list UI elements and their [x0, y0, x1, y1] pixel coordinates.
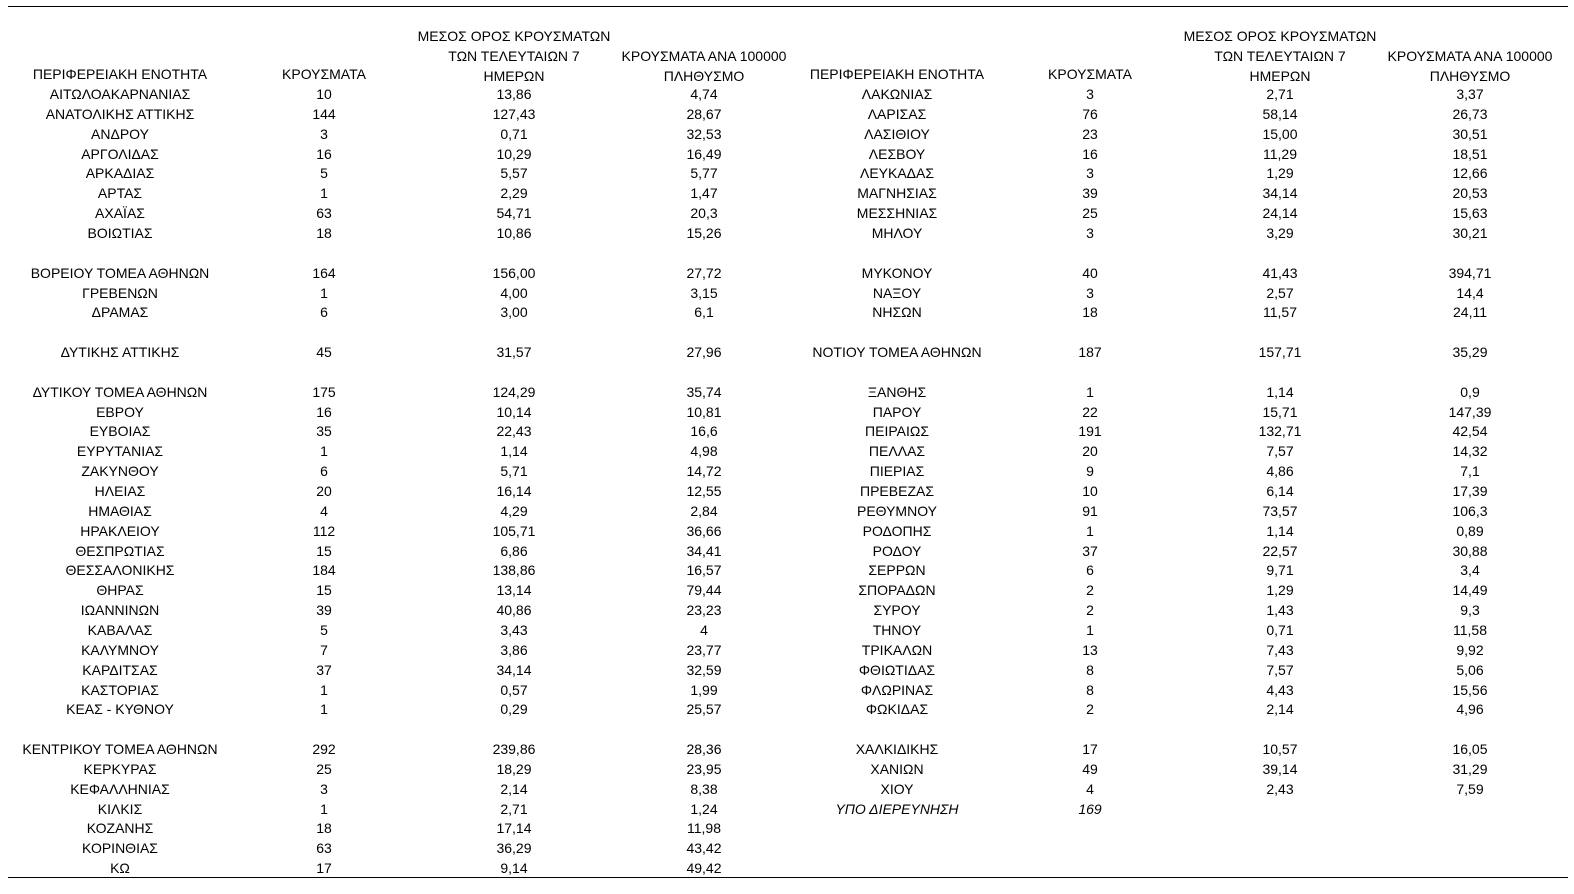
left-cases-cell: 1: [320, 801, 328, 817]
right-region-cell: ΧΙΟΥ: [880, 781, 914, 797]
right-avg-cell: 157,71: [1258, 344, 1302, 360]
right-cases-cell: 8: [1086, 682, 1094, 698]
right-region-cell: ΞΑΝΘΗΣ: [867, 384, 927, 400]
right-per-cell: 42,54: [1452, 423, 1488, 439]
left-cases-cell: 37: [316, 662, 332, 678]
left-per-cell: 20,3: [690, 205, 718, 221]
right-region-cell: ΠΕΙΡΑΙΩΣ: [865, 423, 929, 439]
right-avg-cell: 10,57: [1262, 741, 1298, 757]
left-region-cell: ΒΟΡΕΙΟΥ ΤΟΜΕΑ ΑΘΗΝΩΝ: [30, 265, 210, 281]
header-avg-right: ΜΕΣΟΣ ΟΡΟΣ ΚΡΟΥΣΜΑΤΩΝ ΤΩΝ ΤΕΛΕΥΤΑΙΩΝ 7 ΗΜΕΡΩΝ: [1183, 28, 1377, 84]
right-region-cell: ΜΑΓΝΗΣΙΑΣ: [857, 185, 937, 201]
left-avg-cell: 3,43: [500, 622, 528, 638]
left-avg-cell: 105,71: [492, 523, 536, 539]
left-avg-cell: 0,29: [500, 701, 528, 717]
left-region-cell: ΖΑΚΥΝΘΟΥ: [81, 463, 159, 479]
left-avg-cell: 6,86: [500, 543, 528, 559]
right-region-cell: ΣΠΟΡΑΔΩΝ: [858, 582, 936, 598]
right-cases-cell: 23: [1082, 126, 1098, 142]
left-region-cell: ΕΥΒΟΙΑΣ: [89, 423, 151, 439]
right-per-cell: 15,56: [1452, 682, 1488, 698]
left-avg-cell: 1,14: [500, 443, 528, 459]
left-avg-cell: 18,29: [496, 761, 532, 777]
right-cases-cell: 2: [1086, 582, 1094, 598]
right-per-cell: 31,29: [1452, 761, 1488, 777]
left-per-cell: 16,6: [690, 423, 718, 439]
left-per-cell: 43,42: [686, 840, 722, 856]
right-avg-cell: 11,29: [1263, 146, 1297, 162]
left-per-cell: 8,38: [690, 781, 718, 797]
left-avg-cell: 239,86: [492, 741, 536, 757]
left-cases-cell: 15: [316, 543, 332, 559]
left-cases-cell: 45: [316, 344, 332, 360]
right-region-cell: ΛΑΡΙΣΑΣ: [867, 106, 927, 122]
right-avg-cell: 2,14: [1266, 701, 1294, 717]
right-region-cell: ΜΕΣΣΗΝΙΑΣ: [856, 205, 938, 221]
right-cases-cell: 49: [1082, 761, 1098, 777]
left-per-cell: 79,44: [686, 582, 722, 598]
right-avg-cell: 1,14: [1266, 523, 1294, 539]
right-cases-cell: 10: [1082, 483, 1098, 499]
right-per-cell: 3,4: [1460, 562, 1480, 578]
left-region-cell: ΚΕΝΤΡΙΚΟΥ ΤΟΜΕΑ ΑΘΗΝΩΝ: [22, 741, 218, 757]
left-per-cell: 23,23: [686, 602, 722, 618]
right-avg-cell: 2,57: [1266, 285, 1294, 301]
left-cases-cell: 184: [312, 562, 336, 578]
left-region-cell: ΑΝΑΤΟΛΙΚΗΣ ΑΤΤΙΚΗΣ: [45, 106, 195, 122]
right-per-cell: 0,9: [1460, 384, 1480, 400]
right-per-cell: 14,32: [1452, 443, 1488, 459]
right-per-cell: 9,3: [1460, 602, 1480, 618]
right-cases-cell: 191: [1078, 423, 1102, 439]
left-avg-cell: 17,14: [496, 820, 532, 836]
left-cases-cell: 10: [316, 86, 332, 102]
left-per-cell: 25,57: [686, 701, 722, 717]
right-region-cell: ΛΕΣΒΟΥ: [868, 146, 926, 162]
right-cases-cell: 22: [1082, 404, 1098, 420]
left-cases-cell: 7: [320, 642, 328, 658]
left-cases-cell: 39: [316, 602, 332, 618]
top-rule: [8, 6, 1568, 7]
right-region-cell: ΧΑΛΚΙΔΙΚΗΣ: [855, 741, 939, 757]
left-region-cell: ΚΩ: [110, 860, 130, 876]
right-avg-cell: 15,00: [1262, 126, 1298, 142]
left-cases-cell: 16: [316, 146, 332, 162]
right-avg-cell: 1,29: [1266, 165, 1294, 181]
right-avg-cell: 24,14: [1262, 205, 1298, 221]
right-cases-cell: 8: [1086, 662, 1094, 678]
right-per-cell: 7,59: [1456, 781, 1484, 797]
right-per-cell: 30,88: [1452, 543, 1488, 559]
right-avg-cell: 41,43: [1262, 265, 1298, 281]
right-region-cell: ΡΟΔΟΥ: [872, 543, 922, 559]
right-avg-cell: 4,86: [1266, 463, 1294, 479]
left-region-cell: ΔΥΤΙΚΗΣ ΑΤΤΙΚΗΣ: [60, 344, 180, 360]
left-cases-cell: 3: [320, 126, 328, 142]
left-avg-cell: 31,57: [496, 344, 532, 360]
right-region-cell: ΝΟΤΙΟΥ ΤΟΜΕΑ ΑΘΗΝΩΝ: [812, 344, 982, 360]
left-avg-cell: 156,00: [492, 265, 536, 281]
right-avg-cell: 132,71: [1258, 423, 1302, 439]
left-per-cell: 23,95: [686, 761, 722, 777]
left-per-cell: 15,26: [686, 225, 722, 241]
left-region-cell: ΚΑΡΔΙΤΣΑΣ: [82, 662, 158, 678]
right-region-cell: ΜΗΛΟΥ: [871, 225, 923, 241]
left-avg-cell: 2,29: [500, 185, 528, 201]
left-avg-cell: 34,14: [496, 662, 532, 678]
left-region-cell: ΘΕΣΣΑΛΟΝΙΚΗΣ: [65, 562, 175, 578]
right-per-cell: 26,73: [1452, 106, 1488, 122]
right-cases-cell: 40: [1082, 265, 1098, 281]
header-region-left: ΠΕΡΙΦΕΡΕΙΑΚΗ ΕΝΟΤΗΤΑ: [32, 66, 208, 82]
right-per-cell: 24,11: [1453, 304, 1487, 320]
right-cases-cell: 25: [1082, 205, 1098, 221]
left-cases-cell: 4: [320, 503, 328, 519]
left-avg-cell: 40,86: [496, 602, 532, 618]
header-region-right: ΠΕΡΙΦΕΡΕΙΑΚΗ ΕΝΟΤΗΤΑ: [809, 66, 985, 82]
right-region-cell: ΛΑΚΩΝΙΑΣ: [861, 86, 933, 102]
right-per-cell: 394,71: [1448, 265, 1492, 281]
right-avg-cell: 1,14: [1266, 384, 1294, 400]
right-per-cell: 11,58: [1453, 622, 1487, 638]
left-cases-cell: 3: [320, 781, 328, 797]
left-region-cell: ΑΡΚΑΔΙΑΣ: [85, 165, 155, 181]
right-avg-cell: 0,71: [1266, 622, 1294, 638]
left-cases-cell: 16: [316, 404, 332, 420]
left-per-cell: 14,72: [686, 463, 722, 479]
left-cases-cell: 63: [316, 840, 332, 856]
right-avg-cell: [1210, 799, 1350, 819]
right-cases-cell: 3: [1086, 285, 1094, 301]
right-cases-cell: 2: [1086, 602, 1094, 618]
right-per-cell: 106,3: [1452, 503, 1488, 519]
right-cases-cell: 3: [1086, 225, 1094, 241]
left-avg-cell: 127,43: [492, 106, 536, 122]
right-cases-cell: 76: [1082, 106, 1098, 122]
right-per-cell: 18,51: [1452, 146, 1488, 162]
left-cases-cell: 6: [320, 304, 328, 320]
left-cases-cell: 5: [320, 165, 328, 181]
left-cases-cell: 175: [312, 384, 336, 400]
left-per-cell: 49,42: [686, 860, 722, 876]
left-avg-cell: 3,86: [500, 642, 528, 658]
left-region-cell: ΚΑΒΑΛΑΣ: [87, 622, 153, 638]
left-region-cell: ΙΩΑΝΝΙΝΩΝ: [80, 602, 160, 618]
right-per-cell: 9,92: [1456, 642, 1484, 658]
right-region-cell: ΠΙΕΡΙΑΣ: [869, 463, 925, 479]
right-avg-cell: 7,57: [1266, 662, 1294, 678]
right-region-cell: ΠΡΕΒΕΖΑΣ: [859, 483, 934, 499]
left-region-cell: ΘΕΣΠΡΩΤΙΑΣ: [75, 543, 165, 559]
header-per-right: ΚΡΟΥΣΜΑΤΑ ΑΝΑ 100000 ΠΛΗΘΥΣΜΟ: [1387, 48, 1553, 84]
right-region-cell: ΝΑΞΟΥ: [872, 285, 922, 301]
right-per-cell: 30,51: [1452, 126, 1488, 142]
right-avg-cell: 39,14: [1262, 761, 1298, 777]
right-avg-cell: 2,43: [1266, 781, 1294, 797]
right-avg-cell: 22,57: [1262, 543, 1298, 559]
right-avg-cell: 11,57: [1263, 304, 1297, 320]
right-avg-cell: 7,43: [1266, 642, 1294, 658]
right-avg-cell: 73,57: [1262, 503, 1298, 519]
right-avg-cell: 3,29: [1266, 225, 1294, 241]
right-cases-cell: 16: [1082, 146, 1098, 162]
left-avg-cell: 4,00: [500, 285, 528, 301]
left-per-cell: 4: [700, 622, 708, 638]
left-cases-cell: 1: [320, 285, 328, 301]
right-region-cell: ΠΕΛΛΑΣ: [868, 443, 926, 459]
right-region-cell: ΡΕΘΥΜΝΟΥ: [856, 503, 937, 519]
left-avg-cell: 2,14: [500, 781, 528, 797]
right-cases-cell: 1: [1086, 384, 1094, 400]
right-cases-cell: 169: [1078, 801, 1102, 817]
right-per-cell: 0,89: [1456, 523, 1484, 539]
right-region-cell: ΦΩΚΙΔΑΣ: [865, 701, 929, 717]
left-per-cell: 3,15: [690, 285, 718, 301]
right-cases-cell: 2: [1086, 701, 1094, 717]
left-per-cell: 23,77: [686, 642, 722, 658]
left-avg-cell: 5,71: [500, 463, 528, 479]
right-avg-cell: 1,29: [1266, 582, 1294, 598]
right-region-cell: ΤΡΙΚΑΛΩΝ: [861, 642, 933, 658]
left-per-cell: 2,84: [690, 503, 718, 519]
right-cases-cell: 13: [1082, 642, 1098, 658]
right-cases-cell: 37: [1082, 543, 1098, 559]
left-region-cell: ΚΟΡΙΝΘΙΑΣ: [82, 840, 158, 856]
header-cases-right: ΚΡΟΥΣΜΑΤΑ: [1048, 66, 1132, 82]
right-per-cell: 20,53: [1452, 185, 1488, 201]
right-cases-cell: 9: [1086, 463, 1094, 479]
left-avg-cell: 9,14: [500, 860, 528, 876]
left-per-cell: 36,66: [686, 523, 722, 539]
left-cases-cell: 144: [312, 106, 336, 122]
header-avg-left: ΜΕΣΟΣ ΟΡΟΣ ΚΡΟΥΣΜΑΤΩΝ ΤΩΝ ΤΕΛΕΥΤΑΙΩΝ 7 ΗΜΕΡΩΝ: [417, 28, 611, 84]
right-per-cell: 17,39: [1452, 483, 1488, 499]
left-avg-cell: 5,57: [500, 165, 528, 181]
right-region-cell: ΝΗΣΩΝ: [872, 304, 922, 320]
left-cases-cell: 1: [320, 443, 328, 459]
right-per-cell: 15,63: [1452, 205, 1488, 221]
left-avg-cell: 4,29: [500, 503, 528, 519]
right-avg-cell: 58,14: [1262, 106, 1298, 122]
right-per-cell: 16,05: [1452, 741, 1488, 757]
left-per-cell: 10,81: [686, 404, 722, 420]
right-cases-cell: 187: [1078, 344, 1102, 360]
right-per-cell: 3,37: [1456, 86, 1484, 102]
right-avg-cell: 2,71: [1266, 86, 1294, 102]
right-avg-cell: 15,71: [1262, 404, 1298, 420]
right-region-cell: ΧΑΝΙΩΝ: [870, 761, 924, 777]
right-avg-cell: 1,43: [1266, 602, 1294, 618]
right-per-cell: 12,66: [1452, 165, 1488, 181]
left-per-cell: 27,72: [686, 265, 722, 281]
right-cases-cell: 91: [1082, 503, 1098, 519]
left-per-cell: 5,77: [690, 165, 718, 181]
left-avg-cell: 54,71: [496, 205, 532, 221]
left-avg-cell: 13,86: [496, 86, 532, 102]
right-region-cell: ΛΑΣΙΘΙΟΥ: [864, 126, 930, 142]
right-avg-cell: 7,57: [1266, 443, 1294, 459]
left-region-cell: ΚΙΛΚΙΣ: [97, 801, 143, 817]
left-cases-cell: 18: [316, 225, 332, 241]
right-cases-cell: 39: [1082, 185, 1098, 201]
left-region-cell: ΚΕΡΚΥΡΑΣ: [83, 761, 157, 777]
left-cases-cell: 112: [312, 523, 336, 539]
left-avg-cell: 36,29: [496, 840, 532, 856]
left-avg-cell: 13,14: [496, 582, 532, 598]
header-per-left: ΚΡΟΥΣΜΑΤΑ ΑΝΑ 100000 ΠΛΗΘΥΣΜΟ: [621, 48, 787, 84]
left-region-cell: ΕΒΡΟΥ: [96, 404, 144, 420]
bottom-rule: [8, 877, 1568, 878]
left-cases-cell: 1: [320, 682, 328, 698]
left-per-cell: 35,74: [686, 384, 722, 400]
left-region-cell: ΚΕΦΑΛΛΗΝΙΑΣ: [70, 781, 170, 797]
left-cases-cell: 35: [316, 423, 332, 439]
left-cases-cell: 17: [316, 860, 332, 876]
right-per-cell: [1400, 799, 1540, 819]
left-avg-cell: 138,86: [492, 562, 536, 578]
right-region-cell: ΠΑΡΟΥ: [872, 404, 922, 420]
left-cases-cell: 18: [316, 820, 332, 836]
left-region-cell: ΑΡΓΟΛΙΔΑΣ: [81, 146, 159, 162]
right-region-cell: ΣΥΡΟΥ: [873, 602, 921, 618]
left-cases-cell: 1: [320, 185, 328, 201]
right-per-cell: 5,06: [1456, 662, 1484, 678]
left-avg-cell: 10,14: [496, 404, 532, 420]
right-avg-cell: 34,14: [1262, 185, 1298, 201]
left-avg-cell: 124,29: [492, 384, 536, 400]
right-region-cell: ΣΕΡΡΩΝ: [868, 562, 926, 578]
left-region-cell: ΔΡΑΜΑΣ: [91, 304, 149, 320]
left-cases-cell: 292: [312, 741, 336, 757]
left-cases-cell: 15: [316, 582, 332, 598]
left-per-cell: 1,24: [690, 801, 718, 817]
left-region-cell: ΗΡΑΚΛΕΙΟΥ: [80, 523, 160, 539]
left-cases-cell: 6: [320, 463, 328, 479]
left-per-cell: 16,57: [686, 562, 722, 578]
left-per-cell: 34,41: [686, 543, 722, 559]
left-region-cell: ΑΙΤΩΛΟΑΚΑΡΝΑΝΙΑΣ: [49, 86, 191, 102]
left-region-cell: ΗΛΕΙΑΣ: [94, 483, 146, 499]
left-per-cell: 28,67: [686, 106, 722, 122]
left-cases-cell: 164: [312, 265, 336, 281]
right-region-cell: ΦΘΙΩΤΙΔΑΣ: [858, 662, 936, 678]
right-per-cell: 147,39: [1448, 404, 1492, 420]
right-region-cell: ΡΟΔΟΠΗΣ: [862, 523, 932, 539]
right-cases-cell: 18: [1082, 304, 1098, 320]
left-avg-cell: 0,71: [500, 126, 528, 142]
right-avg-cell: 4,43: [1266, 682, 1294, 698]
left-region-cell: ΚΑΣΤΟΡΙΑΣ: [81, 682, 159, 698]
left-region-cell: ΚΑΛΥΜΝΟΥ: [81, 642, 159, 658]
left-cases-cell: 63: [316, 205, 332, 221]
left-per-cell: 11,98: [687, 820, 721, 836]
left-per-cell: 16,49: [686, 146, 722, 162]
left-avg-cell: 22,43: [496, 423, 532, 439]
left-region-cell: ΚΕΑΣ - ΚΥΘΝΟΥ: [66, 701, 174, 717]
left-per-cell: 1,47: [690, 185, 718, 201]
right-per-cell: 4,96: [1456, 701, 1484, 717]
left-region-cell: ΑΡΤΑΣ: [97, 185, 143, 201]
left-per-cell: 27,96: [686, 344, 722, 360]
left-region-cell: ΕΥΡΥΤΑΝΙΑΣ: [76, 443, 164, 459]
left-avg-cell: 10,86: [496, 225, 532, 241]
right-per-cell: 14,49: [1452, 582, 1488, 598]
right-cases-cell: 4: [1086, 781, 1094, 797]
left-avg-cell: 16,14: [496, 483, 532, 499]
left-per-cell: 4,98: [690, 443, 718, 459]
left-region-cell: ΚΟΖΑΝΗΣ: [86, 820, 154, 836]
left-region-cell: ΑΝΔΡΟΥ: [91, 126, 149, 142]
right-region-cell: ΛΕΥΚΑΔΑΣ: [859, 165, 935, 181]
left-avg-cell: 2,71: [500, 801, 528, 817]
right-cases-cell: 1: [1086, 523, 1094, 539]
right-per-cell: 35,29: [1452, 344, 1488, 360]
right-region-cell: ΤΗΝΟΥ: [872, 622, 922, 638]
right-cases-cell: 17: [1082, 741, 1098, 757]
left-per-cell: 4,74: [690, 86, 718, 102]
right-avg-cell: 6,14: [1266, 483, 1294, 499]
left-cases-cell: 25: [316, 761, 332, 777]
left-cases-cell: 1: [320, 701, 328, 717]
left-avg-cell: 0,57: [500, 682, 528, 698]
left-per-cell: 12,55: [686, 483, 722, 499]
right-region-cell: ΥΠΟ ΔΙΕΡΕΥΝΗΣΗ: [835, 801, 959, 817]
right-cases-cell: 3: [1086, 165, 1094, 181]
left-region-cell: ΘΗΡΑΣ: [96, 582, 144, 598]
left-cases-cell: 20: [316, 483, 332, 499]
left-per-cell: 1,99: [690, 682, 718, 698]
left-avg-cell: 10,29: [496, 146, 532, 162]
right-avg-cell: 9,71: [1266, 562, 1294, 578]
left-per-cell: 32,53: [686, 126, 722, 142]
left-region-cell: ΔΥΤΙΚΟΥ ΤΟΜΕΑ ΑΘΗΝΩΝ: [32, 384, 208, 400]
right-per-cell: 7,1: [1460, 463, 1480, 479]
right-cases-cell: 3: [1086, 86, 1094, 102]
right-cases-cell: 1: [1086, 622, 1094, 638]
right-region-cell: ΦΛΩΡΙΝΑΣ: [860, 682, 934, 698]
left-region-cell: ΒΟΙΩΤΙΑΣ: [87, 225, 153, 241]
left-per-cell: 6,1: [694, 304, 714, 320]
right-region-cell: ΜΥΚΟΝΟΥ: [861, 265, 933, 281]
left-cases-cell: 5: [320, 622, 328, 638]
right-per-cell: 30,21: [1452, 225, 1488, 241]
left-region-cell: ΓΡΕΒΕΝΩΝ: [82, 285, 158, 301]
left-region-cell: ΑΧΑΪΑΣ: [95, 205, 145, 221]
left-region-cell: ΗΜΑΘΙΑΣ: [88, 503, 152, 519]
right-cases-cell: 20: [1082, 443, 1098, 459]
left-per-cell: 28,36: [686, 741, 722, 757]
left-per-cell: 32,59: [686, 662, 722, 678]
left-avg-cell: 3,00: [500, 304, 528, 320]
right-cases-cell: 6: [1086, 562, 1094, 578]
right-per-cell: 14,4: [1456, 285, 1484, 301]
header-cases-left: ΚΡΟΥΣΜΑΤΑ: [282, 66, 366, 82]
